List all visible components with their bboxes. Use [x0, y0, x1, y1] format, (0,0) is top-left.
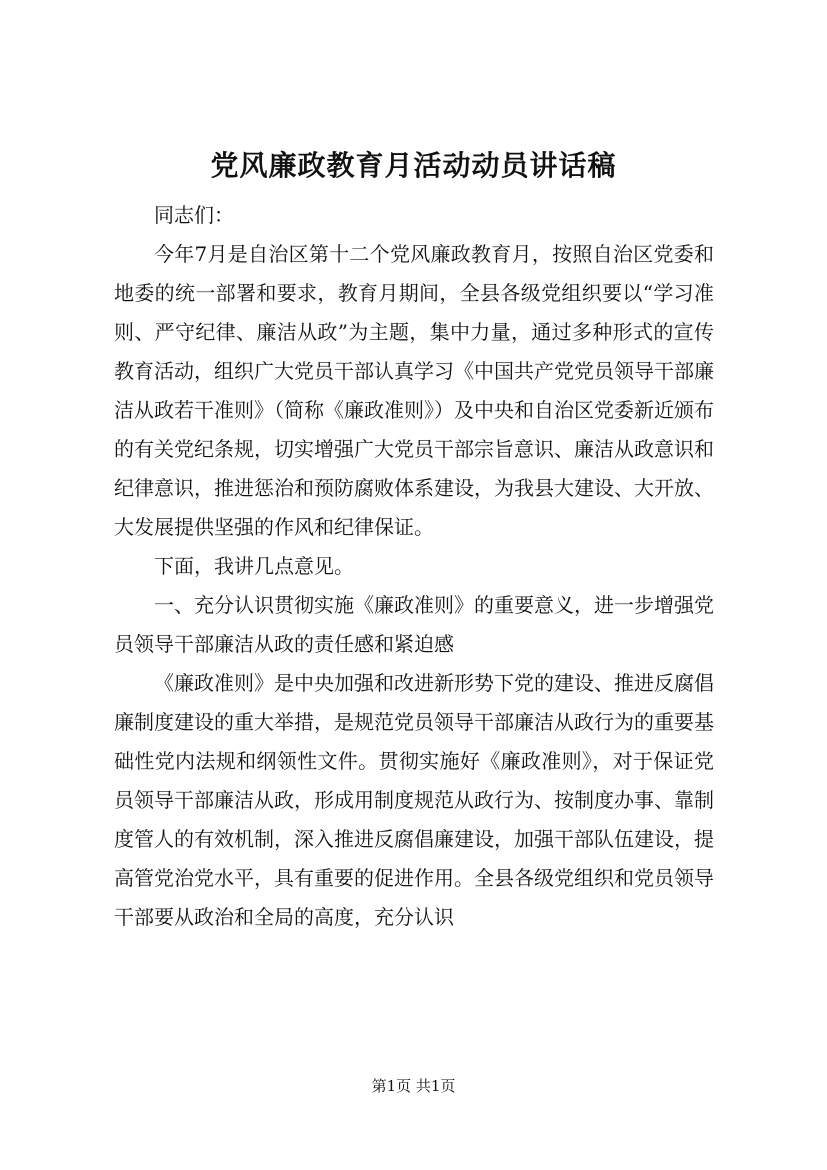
section-heading-1: 一、充分认识贯彻实施《廉政准则》的重要意义，进一步增强党员领导干部廉洁从政的责任感和紧迫感 [114, 593, 714, 656]
page-footer: 第1页 共1页 [371, 1077, 456, 1095]
section-body-paragraph: 《廉政准则》是中央加强和改进新形势下党的建设、推进反腐倡廉制度建设的重大举措，是规范党员领导干部廉洁从政行为的重要基础性党内法规和纲领性文件。贯彻实施好《廉政准则》，对于保证党员领导干部廉洁从政，形成用制度规范从政行为、按制度办事、靠制度管人的有效机制，深入推进反腐倡廉建设，加强干部队伍建设，提高管党治党水平，具有重要的促进作用。全县各级党组织和党员领导干部要从政治和全局的高度，充分认识 [114, 671, 714, 929]
transition-paragraph: 下面，我讲几点意见。 [154, 554, 354, 578]
salutation-paragraph: 同志们： [154, 203, 234, 227]
document-title: 党风廉政教育月活动动员讲话稿 [210, 149, 617, 182]
document-body [114, 196, 714, 937]
intro-paragraph: 今年7月是自治区第十二个党风廉政教育月，按照自治区党委和地委的统一部署和要求，教育月期间，全县各级党组织要以“学习准则、严守纪律、廉洁从政”为主题，集中力量，通过多种形式的宣传教育活动，组织广大党员干部认真学习《中国共产党党员领导干部廉洁从政若干准则》（简称《廉政准则》）及中央和自治区党委新近颁布的有关党纪条规，切实增强广大党员干部宗旨意识、廉洁从政意识和纪律意识，推进惩治和预防腐败体系建设，为我县大建设、大开放、大发展提供坚强的作风和纪律保证。 [114, 242, 714, 539]
